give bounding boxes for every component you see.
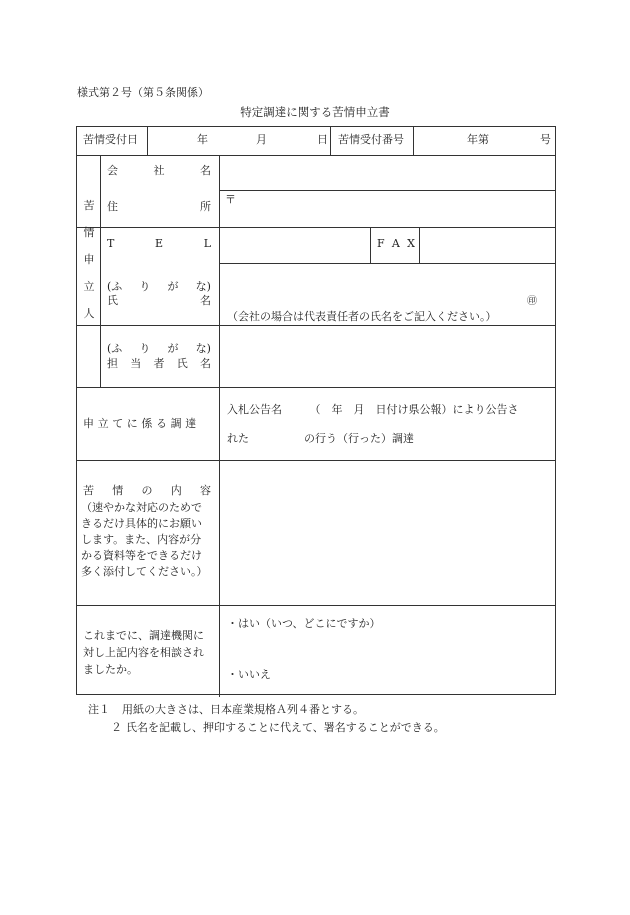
received-number-label: 苦情受付番号 <box>338 133 404 146</box>
received-date-label: 苦情受付日 <box>83 133 138 146</box>
person-in-charge-field[interactable] <box>223 329 553 383</box>
received-day-label: 日 <box>317 133 328 146</box>
complaint-content-heading: 苦 情 の 内 容 <box>83 484 211 497</box>
name-furigana-label: (ふ り が な) <box>107 280 211 293</box>
name-label: 氏 名 <box>107 294 211 307</box>
footnotes <box>88 701 445 737</box>
address-label: 住 所 <box>107 200 211 213</box>
name-field[interactable] <box>223 267 541 295</box>
address-field[interactable] <box>237 193 553 225</box>
footnote-1: 注１ 用紙の大きさは、日本産業規格Ａ列４番とする。 <box>88 703 364 716</box>
received-month-label: 月 <box>256 133 267 146</box>
fax-label: F A X <box>377 237 415 250</box>
document-title: 特定調達に関する苦情申立書 <box>240 105 390 119</box>
fax-field[interactable] <box>423 230 553 260</box>
consultation-question: これまでに、調達機関に 対し上記内容を相談され ましたか。 <box>83 629 204 676</box>
person-furigana-label: (ふ り が な) <box>107 342 211 355</box>
tel-label: T E L <box>107 237 211 250</box>
complaint-content-note: （速やかな対応のためで きるだけ具体的にお願い します。また、内容が分 かる資料等をできるだけ 多く添付してください。） <box>81 501 208 578</box>
complaint-form-table <box>76 126 556 695</box>
procurement-text-line2: れた の行う（行った）調達 <box>227 432 414 445</box>
consultation-yes-option[interactable]: ・はい（いつ、どこにですか） <box>227 617 381 630</box>
postal-mark: 〒 <box>225 193 236 206</box>
received-number-year-label: 年第 <box>467 133 489 146</box>
footnote-2: ２ 氏名を記載し、押印することに代えて、署名することができる。 <box>111 721 445 734</box>
consultation-no-option[interactable]: ・いいえ <box>227 668 271 681</box>
form-number-label: 様式第２号（第５条関係） <box>77 86 209 99</box>
name-note: （会社の場合は代表責任者の氏名をご記入ください。） <box>227 310 497 323</box>
procurement-text-line1: 入札公告名 （ 年 月 日付け県公報）により公告さ <box>227 403 519 416</box>
company-name-label: 会 社 名 <box>107 164 211 177</box>
received-year-label: 年 <box>197 133 208 146</box>
seal-mark: ㊞ <box>527 296 537 307</box>
company-name-field[interactable] <box>225 165 555 187</box>
received-number-go-label: 号 <box>540 133 551 146</box>
tel-field[interactable] <box>223 230 367 260</box>
applicant-vertical-label: 苦 情 申 立 人 <box>83 199 95 320</box>
complaint-content-field[interactable] <box>223 464 553 602</box>
person-in-charge-label: 担 当 者 氏 名 <box>107 357 211 370</box>
procurement-label: 申立てに係る調達 <box>83 417 200 430</box>
